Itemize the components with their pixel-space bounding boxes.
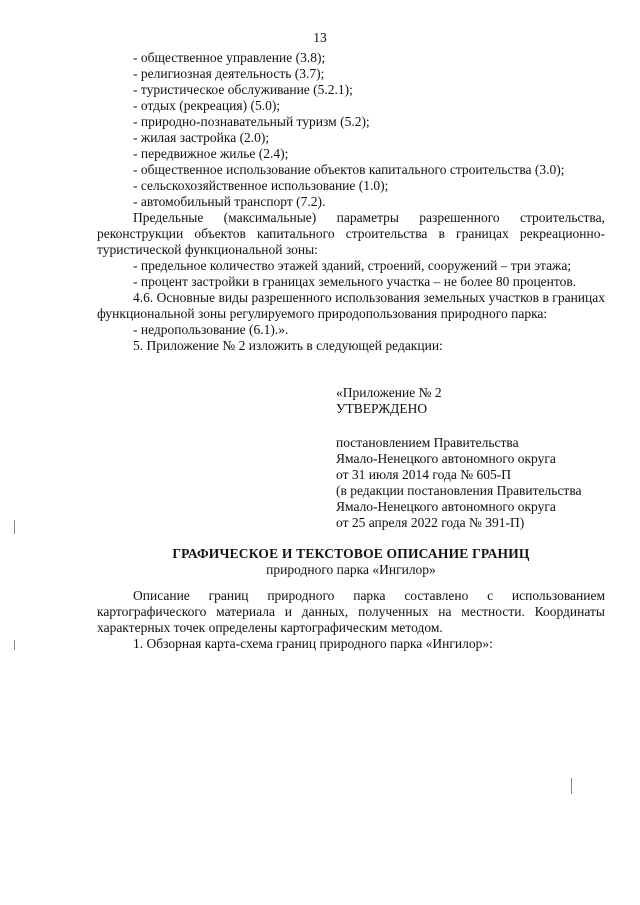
approval-line: Ямало-Ненецкого автономного округа: [336, 451, 556, 466]
section-heading: [97, 546, 605, 578]
description-block: [97, 588, 605, 652]
limit-percent: - процент застройки в границах земельного участка – не более 80 процентов.: [133, 274, 577, 289]
list-item: - природно-познавательный туризм (5.2);: [133, 114, 370, 129]
heading-subtitle: природного парка «Ингилор»: [266, 562, 436, 577]
approval-line: (в редакции постановления Правительства: [336, 483, 582, 498]
scan-mark: [571, 778, 572, 794]
heading-title: ГРАФИЧЕСКОЕ И ТЕКСТОВОЕ ОПИСАНИЕ ГРАНИЦ: [172, 546, 530, 561]
main-text: [97, 50, 605, 354]
description-paragraph: Описание границ природного парка составлено с использованием картографического материала и данных, полученных на местности. Координаты характерных точек определены картографическим методом.: [97, 588, 605, 635]
list-item: - автомобильный транспорт (7.2).: [133, 194, 326, 209]
paragraph-4-6: 4.6. Основные виды разрешенного использования земельных участков в границах функциональной зоны регулируемого природопользования природного парка:: [97, 290, 605, 321]
list-item: - религиозная деятельность (3.7);: [133, 66, 325, 81]
map-item: 1. Обзорная карта-схема границ природного парка «Ингилор»:: [133, 636, 493, 651]
approval-line: постановлением Правительства: [336, 435, 519, 450]
paragraph-limits: Предельные (максимальные) параметры разрешенного строительства, реконструкции объектов капитального строительства в границах рекреационно-туристической функциональной зоны:: [97, 210, 605, 257]
appendix-title: «Приложение № 2: [336, 385, 442, 400]
list-item: - общественное использование объектов капитального строительства (3.0);: [133, 162, 565, 177]
approval-line: Ямало-Ненецкого автономного округа: [336, 499, 556, 514]
approval-line: от 31 июля 2014 года № 605-П: [336, 467, 511, 482]
list-item: - отдых (рекреация) (5.0);: [133, 98, 281, 113]
list-item: - жилая застройка (2.0);: [133, 130, 270, 145]
paragraph-5: 5. Приложение № 2 изложить в следующей редакции:: [133, 338, 443, 353]
list-item: - туристическое обслуживание (5.2.1);: [133, 82, 353, 97]
approval-line: от 25 апреля 2022 года № 391-П): [336, 515, 525, 530]
limit-floors: - предельное количество этажей зданий, строений, сооружений – три этажа;: [133, 258, 572, 273]
list-item: - общественное управление (3.8);: [133, 50, 326, 65]
list-item: - передвижное жилье (2.4);: [133, 146, 289, 161]
list-item: - недропользование (6.1).».: [133, 322, 289, 337]
scan-mark: [14, 520, 15, 534]
approved-label: УТВЕРЖДЕНО: [336, 401, 428, 416]
appendix-approval-block: [336, 385, 616, 531]
scan-mark: [14, 640, 15, 650]
list-item: - сельскохозяйственное использование (1.0);: [133, 178, 389, 193]
page-number: 13: [313, 30, 327, 45]
